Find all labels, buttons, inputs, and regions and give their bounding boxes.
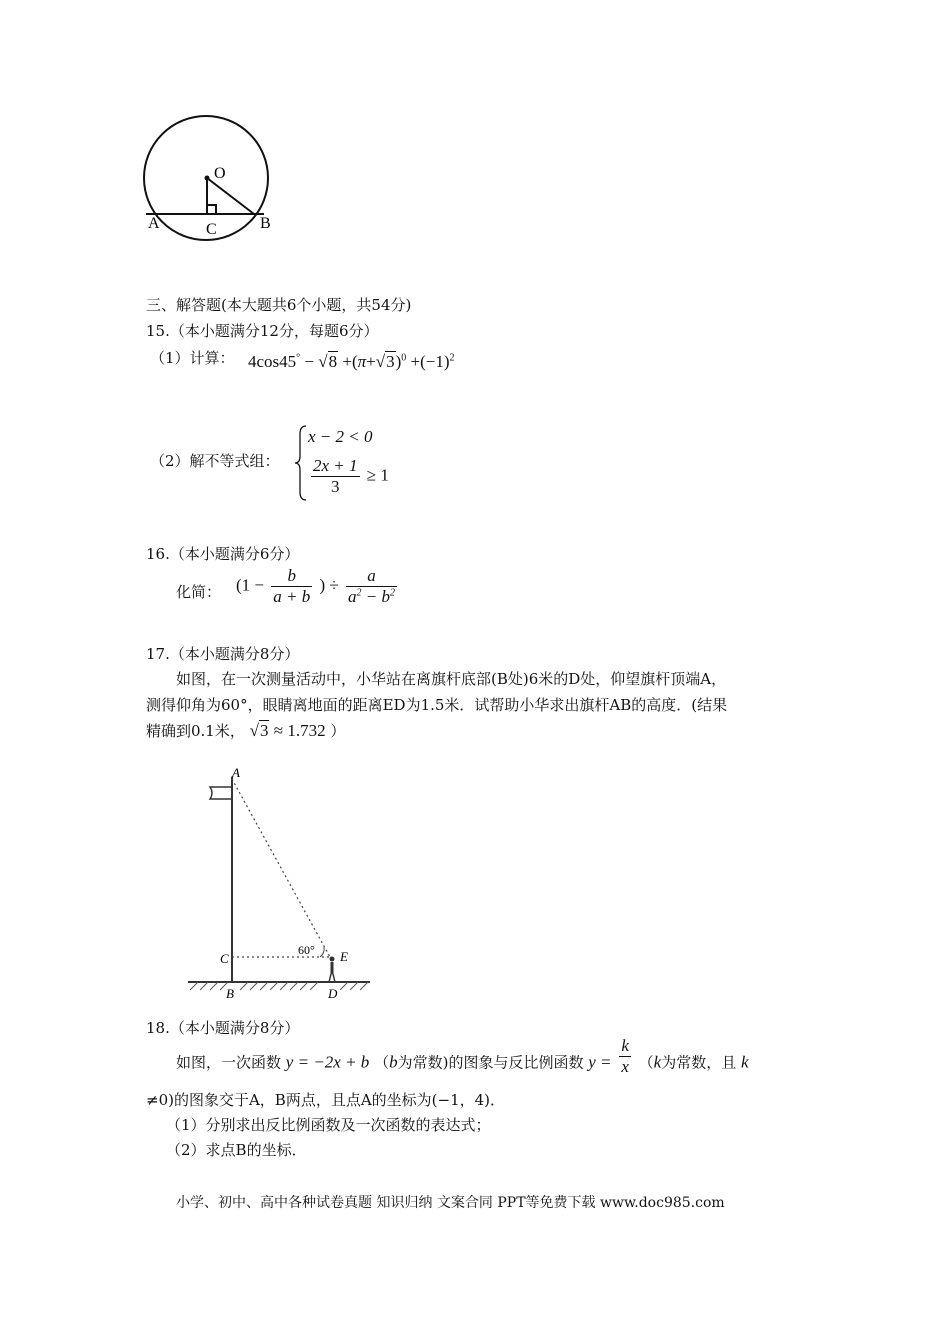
q17-line3: 精确到0.1米， √3 ≈ 1.732 ） [146, 721, 346, 740]
q18-sub1: （1）分别求出反比例函数及一次函数的表达式； [166, 1116, 491, 1134]
ineq-numerator: 2x + 1 [313, 456, 358, 475]
fig-label-b: B [226, 986, 234, 1001]
q16-f1-den: a + b [273, 587, 311, 606]
expr-neg-one: (−1) [420, 352, 450, 371]
q17-approx: ≈ 1.732 [269, 721, 326, 740]
expr-plus1: + [342, 352, 352, 371]
person-icon [329, 957, 335, 983]
q17-line2: 测得仰角为60°，眼睛离地面的距离ED为1.5米．试帮助小华求出旗杆AB的高度．(结果 [146, 696, 728, 714]
q16-f2-den-b-exp: 2 [389, 587, 395, 599]
q18-text-c: 为常数)的图象与反比例函数 [397, 1053, 584, 1072]
flag-icon [210, 787, 232, 799]
q16-f1-num: b [287, 566, 296, 585]
q17-header: 17.（本小题满分8分） [146, 645, 300, 663]
brace-icon [294, 424, 308, 502]
q15-part1-label: （1）计算： [150, 349, 235, 367]
q18-text-b: （ [374, 1053, 390, 1072]
expr-zero-exp: 0 [401, 352, 407, 364]
q17-line3-text: 精确到0.1米， [146, 722, 245, 740]
q15-part1-expression: $4\cos 45^\circ - √8 +(\pi+√3)^0 +(-1)^2$ [248, 352, 455, 371]
expr-two-exp: 2 [449, 352, 455, 364]
q15-part2-label: （2）解不等式组： [150, 452, 280, 470]
q18-line2: ≠0)的图象交于A，B两点，且点A的坐标为(−1，4)． [146, 1091, 506, 1109]
expr-pi: π [357, 352, 367, 371]
q18-linear-eq: y = −2x + b [285, 1052, 370, 1072]
section-heading: 三、解答题(本大题共6个小题，共54分) [146, 296, 412, 314]
q18-header: 18.（本小题满分8分） [146, 1019, 300, 1037]
q18-k-var2: k [741, 1052, 749, 1072]
q16-f2-den-a-exp: 2 [356, 587, 362, 599]
expr-coef: 4 [248, 352, 257, 371]
q18-sub2: （2）求点B的坐标． [166, 1141, 307, 1159]
q17-line1: 如图，在一次测量活动中，小华站在离旗杆底部(B处)6米的D处，仰望旗杆顶端A， [176, 670, 727, 688]
q18-k-num: k [621, 1036, 629, 1055]
segment-ob [207, 178, 254, 214]
q15-ineq-line1: x − 2 < 0 [308, 427, 373, 446]
q18-y-eq: y = [588, 1052, 612, 1072]
q15-header: 15.（本小题满分12分，每题6分） [146, 322, 379, 340]
fig-label-d: D [328, 986, 338, 1001]
fig-angle-label: 60° [298, 943, 315, 957]
q18-k-var: k [653, 1052, 662, 1072]
fig-label-c: C [220, 951, 229, 966]
ineq-denominator: 3 [311, 476, 360, 497]
q16-header: 16.（本小题满分6分） [146, 545, 300, 563]
expr-root3: 3 [386, 352, 395, 371]
label-b: B [260, 215, 271, 232]
label-c: C [206, 221, 217, 238]
flagpole-figure [180, 765, 380, 1005]
ground-hatching [190, 982, 368, 990]
expr-minus: − [304, 352, 315, 371]
fig-label-e: E [340, 949, 348, 964]
expr-root8: 8 [328, 352, 338, 371]
q18-text-d: （ [638, 1053, 654, 1072]
dotted-ea [232, 779, 330, 957]
expr-cos: cos [256, 352, 280, 371]
q16-expression [236, 566, 400, 607]
expr-paren-open: ( [351, 352, 358, 371]
q18-b-var: b [389, 1052, 398, 1072]
q16-f2-den [346, 586, 397, 607]
q16-f2-den-b: b [381, 587, 390, 606]
q18-line1 [176, 1036, 749, 1077]
expr-deg-sup: ° [296, 352, 301, 364]
expr-plus3: + [410, 352, 421, 371]
q16-f2-num: a [367, 566, 376, 585]
expr-plus2: + [366, 352, 376, 371]
label-o: O [214, 165, 226, 182]
expr-deg: 45 [279, 352, 297, 371]
expr-paren-close: ) [395, 352, 402, 371]
q16-open: (1 − [236, 575, 264, 595]
ineq-rhs: ≥ 1 [366, 465, 389, 485]
q17-close: ） [330, 722, 346, 740]
angle-arc [320, 947, 324, 957]
q17-root: 3 [259, 721, 269, 740]
q16-f2-den-a: a [347, 587, 357, 606]
q18-x-den: x [621, 1057, 629, 1076]
q16-f2-den-minus: − [361, 587, 382, 606]
fig-label-a: A [232, 765, 240, 780]
label-a: A [148, 215, 160, 232]
center-dot [205, 176, 210, 181]
q16-close-div: ) ÷ [319, 575, 339, 595]
q15-ineq-line2 [308, 456, 389, 497]
circle-figure [130, 110, 290, 250]
q16-label: 化简： [176, 583, 222, 601]
footer-text: 小学、初中、高中各种试卷真题 知识归纳 文案合同 PPT等免费下载 www.doc985.com [176, 1195, 725, 1211]
right-angle-mark [207, 205, 216, 214]
q18-text-a: 如图，一次函数 [176, 1053, 282, 1072]
q18-text-e: 为常数，且 [661, 1053, 737, 1072]
